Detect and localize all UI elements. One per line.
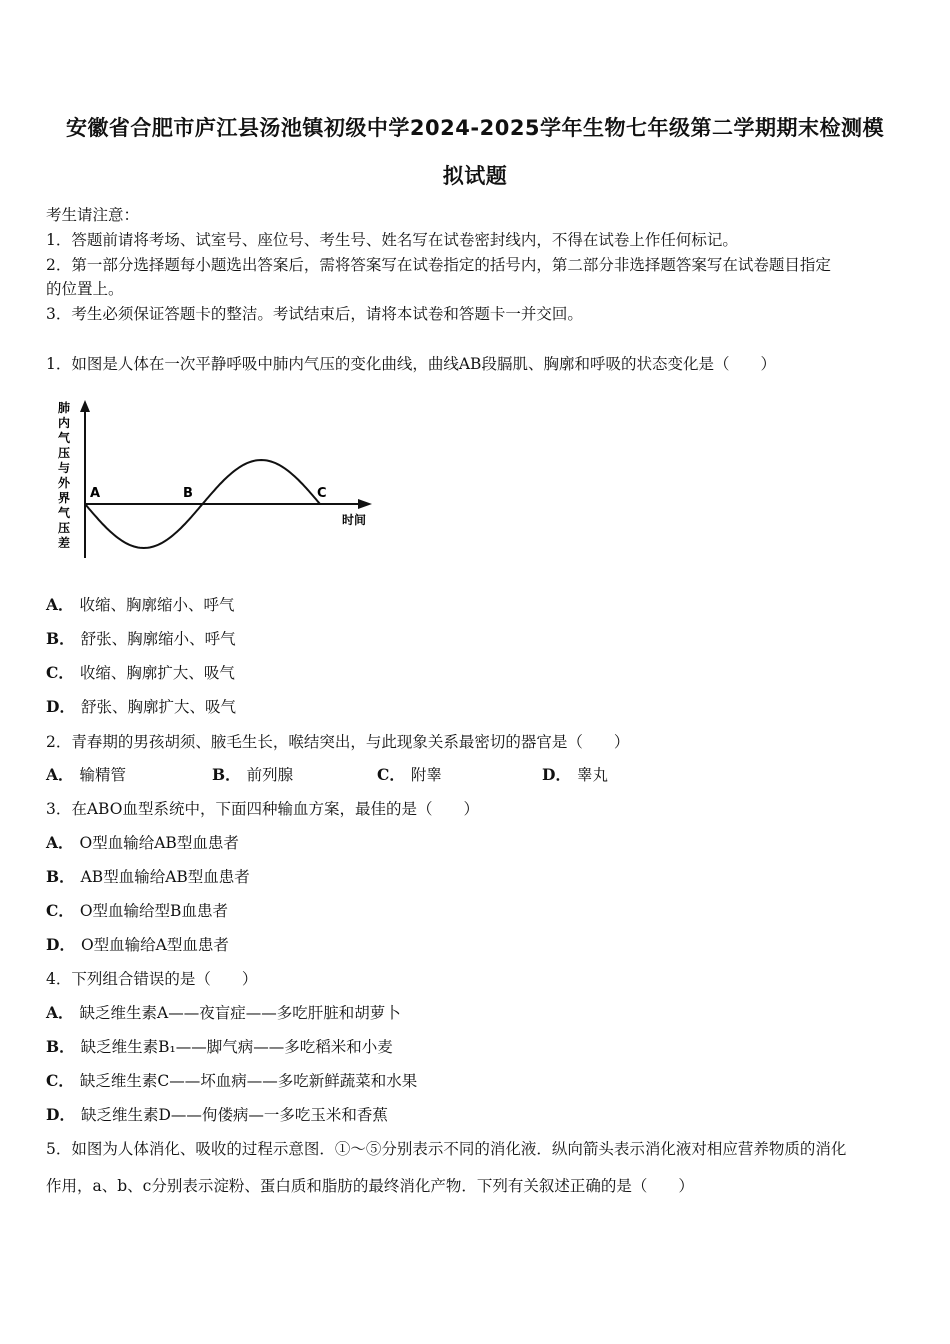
q1-option-c: C． 收缩、胸廓扩大、吸气	[46, 663, 235, 682]
notice-item-2-cont: 的位置上。	[46, 280, 124, 298]
y-axis-label-char: 内	[57, 416, 71, 430]
question-2-stem: 2．青春期的男孩胡须、腋毛生长，喉结突出，与此现象关系最密切的器官是（ ）	[46, 733, 630, 751]
notice-item-2: 2．第一部分选择题每小题选出答案后，需将答案写在试卷指定的括号内，第二部分非选择题答案写在试卷题目指定	[46, 256, 831, 274]
q1-option-d: D． 舒张、胸廓扩大、吸气	[46, 697, 236, 716]
y-axis-label-char: 与	[57, 461, 71, 475]
q4-option-b: B． 缺乏维生素B₁——脚气病——多吃稻米和小麦	[46, 1037, 393, 1056]
notice-heading: 考生请注意：	[46, 206, 140, 224]
q4-option-c: C． 缺乏维生素C——坏血病——多吃新鲜蔬菜和水果	[46, 1071, 418, 1090]
y-axis-label-char: 压	[57, 446, 71, 460]
point-label-c: C	[317, 486, 327, 501]
notice-item-3: 3．考生必须保证答题卡的整洁。考试结束后，请将本试卷和答题卡一并交回。	[46, 305, 583, 323]
q2-option-c: C． 附睾	[377, 765, 442, 784]
notice-item-1: 1．答题前请将考场、试室号、座位号、考生号、姓名写在试卷密封线内，不得在试卷上作任何标记。	[46, 231, 738, 249]
q1-option-a: A． 收缩、胸廓缩小、呼气	[46, 595, 235, 614]
question-5-stem-line-2: 作用，a、b、c分别表示淀粉、蛋白质和脂肪的最终消化产物．下列有关叙述正确的是（ ）	[46, 1177, 694, 1195]
y-axis-label-char: 肺	[57, 401, 71, 415]
y-axis-label-char: 外	[57, 476, 71, 490]
q3-option-a: A． O型血输给AB型血患者	[46, 833, 239, 852]
q4-option-a: A． 缺乏维生素A——夜盲症——多吃肝脏和胡萝卜	[46, 1003, 401, 1022]
point-label-a: A	[90, 486, 101, 501]
x-axis-arrow	[358, 499, 372, 509]
y-axis-label-char: 气	[57, 506, 71, 520]
y-axis-label-char: 压	[57, 521, 71, 535]
q3-option-c: C． O型血输给型B血患者	[46, 901, 228, 920]
q4-option-d: D． 缺乏维生素D——佝偻病—一多吃玉米和香蕉	[46, 1105, 388, 1124]
q1-option-b: B． 舒张、胸廓缩小、呼气	[46, 629, 236, 648]
x-axis-label: 时间	[342, 513, 367, 527]
pressure-curve-figure	[52, 396, 382, 564]
y-axis-arrow	[80, 400, 90, 412]
point-label-b: B	[183, 486, 193, 501]
question-3-stem: 3．在ABO血型系统中，下面四种输血方案，最佳的是（ ）	[46, 800, 479, 818]
exam-title-line-2: 拟试题	[442, 164, 508, 188]
q2-option-a: A． 输精管	[46, 765, 127, 784]
y-axis-label-char: 气	[57, 431, 71, 445]
y-axis-label	[58, 400, 71, 550]
y-axis-label-char: 界	[57, 491, 71, 505]
question-1-stem: 1．如图是人体在一次平静呼吸中肺内气压的变化曲线，曲线AB段膈肌、胸廓和呼吸的状态变化是（ ）	[46, 355, 776, 373]
y-axis-label-char: 差	[57, 536, 71, 550]
q3-option-d: D． O型血输给A型血患者	[46, 935, 229, 954]
question-5-stem-line-1: 5．如图为人体消化、吸收的过程示意图．①～⑤分别表示不同的消化液．纵向箭头表示消化液对相应营养物质的消化	[46, 1140, 847, 1158]
svg-text:肺内气压与外界气压差	[58, 400, 71, 550]
question-4-stem: 4．下列组合错误的是（ ）	[46, 970, 258, 988]
q3-option-b: B． AB型血输给AB型血患者	[46, 867, 250, 886]
exam-title-line-1: 安徽省合肥市庐江县汤池镇初级中学2024-2025学年生物七年级第二学期期末检测模	[65, 116, 885, 140]
q2-option-d: D． 睾丸	[542, 765, 608, 784]
q2-option-b: B． 前列腺	[212, 765, 294, 784]
